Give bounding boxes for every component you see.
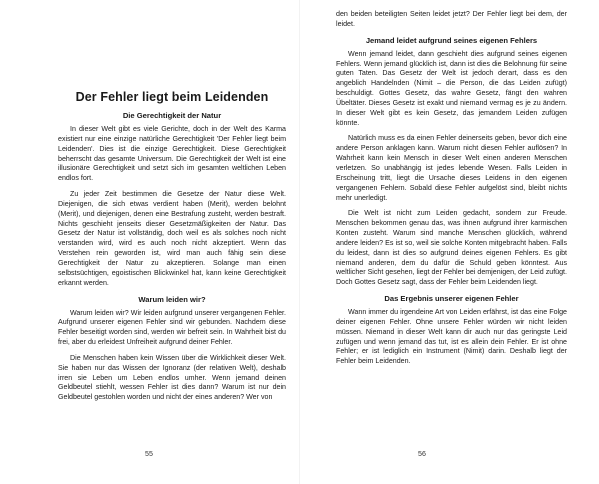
- section-heading-why-we-suffer: Warum leiden wir?: [138, 294, 206, 304]
- right-page: [300, 0, 599, 484]
- body-paragraph: In dieser Welt gibt es viele Gerichte, doch in der Welt des Karma existiert nur eine einzige natürliche Gerechtigkeit 'Der Fehler liegt beim Leidenden'. Dies ist die einzige Gerechtigkeit. Diese Gerechtigkeit beherrscht das gesamte Universum. Die Gerechtigkeit der Welt ist eine illusionäre Gerechtigkeit und setzt sich im gesamten weltlichen Leben endlos fort.: [58, 125, 286, 183]
- body-paragraph: Die Welt ist nicht zum Leiden gedacht, sondern zur Freude. Menschen bekommen genau das, was ihnen aufgrund ihrer karmischen Konten zusteht. Warum sind manche Menschen glücklich, während andere leiden? Es ist so, weil sie solche Konten mitgebracht haben. Falls du leidest, dann ist dies so aufgrund deines eigenen Fehlers. Es gibt niemand anderen, dem du dafür die Schuld geben könntest. Aus weltlicher Sicht gesehen, liegt der Fehler bei demjenigen, der Leid zufügt. Doch Gottes Gesetz sagt, dass der Fehler beim Leidenden liegt.: [336, 209, 567, 287]
- chapter-title: Der Fehler liegt beim Leidenden: [75, 90, 269, 104]
- body-paragraph: Wenn jemand leidet, dann geschieht dies aufgrund seines eigenen Fehlers. Wenn jemand glücklich ist, dann ist dies die Belohnung für seine guten Taten. Das Gesetz der Welt ist jedoch derart, dass es den angeblich Handelnden (Nimit – die Person, die das Leiden zufügt) beschuldigt. Gottes Gesetz, das wahre Gesetz, fängt den wahren Übeltäter. Dieses Gesetz ist exakt und niemand vermag es je zu ändern. In dieser Welt gibt es kein Gesetz, das jemandem Leiden zufügen könnte.: [336, 49, 567, 127]
- body-paragraph: Zu jeder Zeit bestimmen die Gesetze der Natur diese Welt. Diejenigen, die sich etwas verdient haben (Merit), werden belohnt (Merit), und diejenigen, denen eine Bestrafung zusteht, werden bestraft. Nichts geschieht jenseits dieser Gesetzmäßigkeiten der Natur. Das Gesetz der Natur ist vollständig, doch weil es als solches noch nicht verstanden wird, wird es auch noch nicht akzeptiert. Wenn das Verstehen rein geworden ist, wird man auch fähig sein diese Gerechtigkeit der Natur zu akzeptieren. Solange man einen selbstsüchtigen, egoistischen Blickwinkel hat, kann keine Gerechtigkeit erkannt werden.: [58, 190, 286, 287]
- body-paragraph: Die Menschen haben kein Wissen über die Wirklichkeit dieser Welt. Sie haben nur das Wissen der Ignoranz (der relativen Welt), deshalb irren sie Leben um Leben endlos umher. Wenn jemand deinen Geldbeutel stiehlt, wessen Fehler ist dies dann? Warum ist nur dein Geldbeutel gestohlen worden und nicht der eines anderen? Wer von: [58, 353, 286, 402]
- page-number: 56: [418, 450, 426, 458]
- body-paragraph-continued: den beiden beteiligten Seiten leidet jetzt? Der Fehler liegt bei dem, der leidet.: [336, 10, 567, 28]
- body-paragraph: Wann immer du irgendeine Art von Leiden erfährst, ist das eine Folge deiner eigenen Fehler. Ohne unsere Fehler würden wir nicht leiden müssen. Niemand in dieser Welt kann dir auch nur das geringste Leid zufügen und wenn jemand das tut, ist es allein dein Fehler. Er ist ohne Fehler; er ist lediglich ein Instrument (Nimit) darin. Deshalb liegt der Fehler beim Leidenden.: [336, 308, 567, 366]
- page-number: 55: [145, 450, 153, 458]
- section-heading-result-of-faults: Das Ergebnis unserer eigenen Fehler: [384, 294, 519, 304]
- section-heading-own-fault: Jemand leidet aufgrund seines eigenen Fehlers: [365, 35, 538, 45]
- section-heading-natural-justice: Die Gerechtigkeit der Natur: [122, 111, 222, 120]
- body-paragraph: Natürlich muss es da einen Fehler deinerseits geben, bevor dich eine andere Person anklagen kann. Warum nicht diesen Fehler auflösen? In Wahrheit kann kein Mensch in dieser Welt einen anderen Menschen verletzen. So unabhängig ist jedes lebende Wesen. Falls Leiden in Erscheinung tritt, liegt die Ursache dieses Leidens in den eigenen vergangenen Fehlern. Sobald diese Fehler aufgelöst sind, bleibt nichts mehr unerledigt.: [336, 134, 567, 202]
- body-paragraph: Warum leiden wir? Wir leiden aufgrund unserer vergangenen Fehler. Aufgrund unserer eigenen Fehler sind wir gebunden. Nachdem diese Fehler beseitigt worden sind, werden wir befreit sein. In Wahrheit bist du frei, aber du erleidest Unfreiheit aufgrund deiner Fehler.: [58, 308, 286, 347]
